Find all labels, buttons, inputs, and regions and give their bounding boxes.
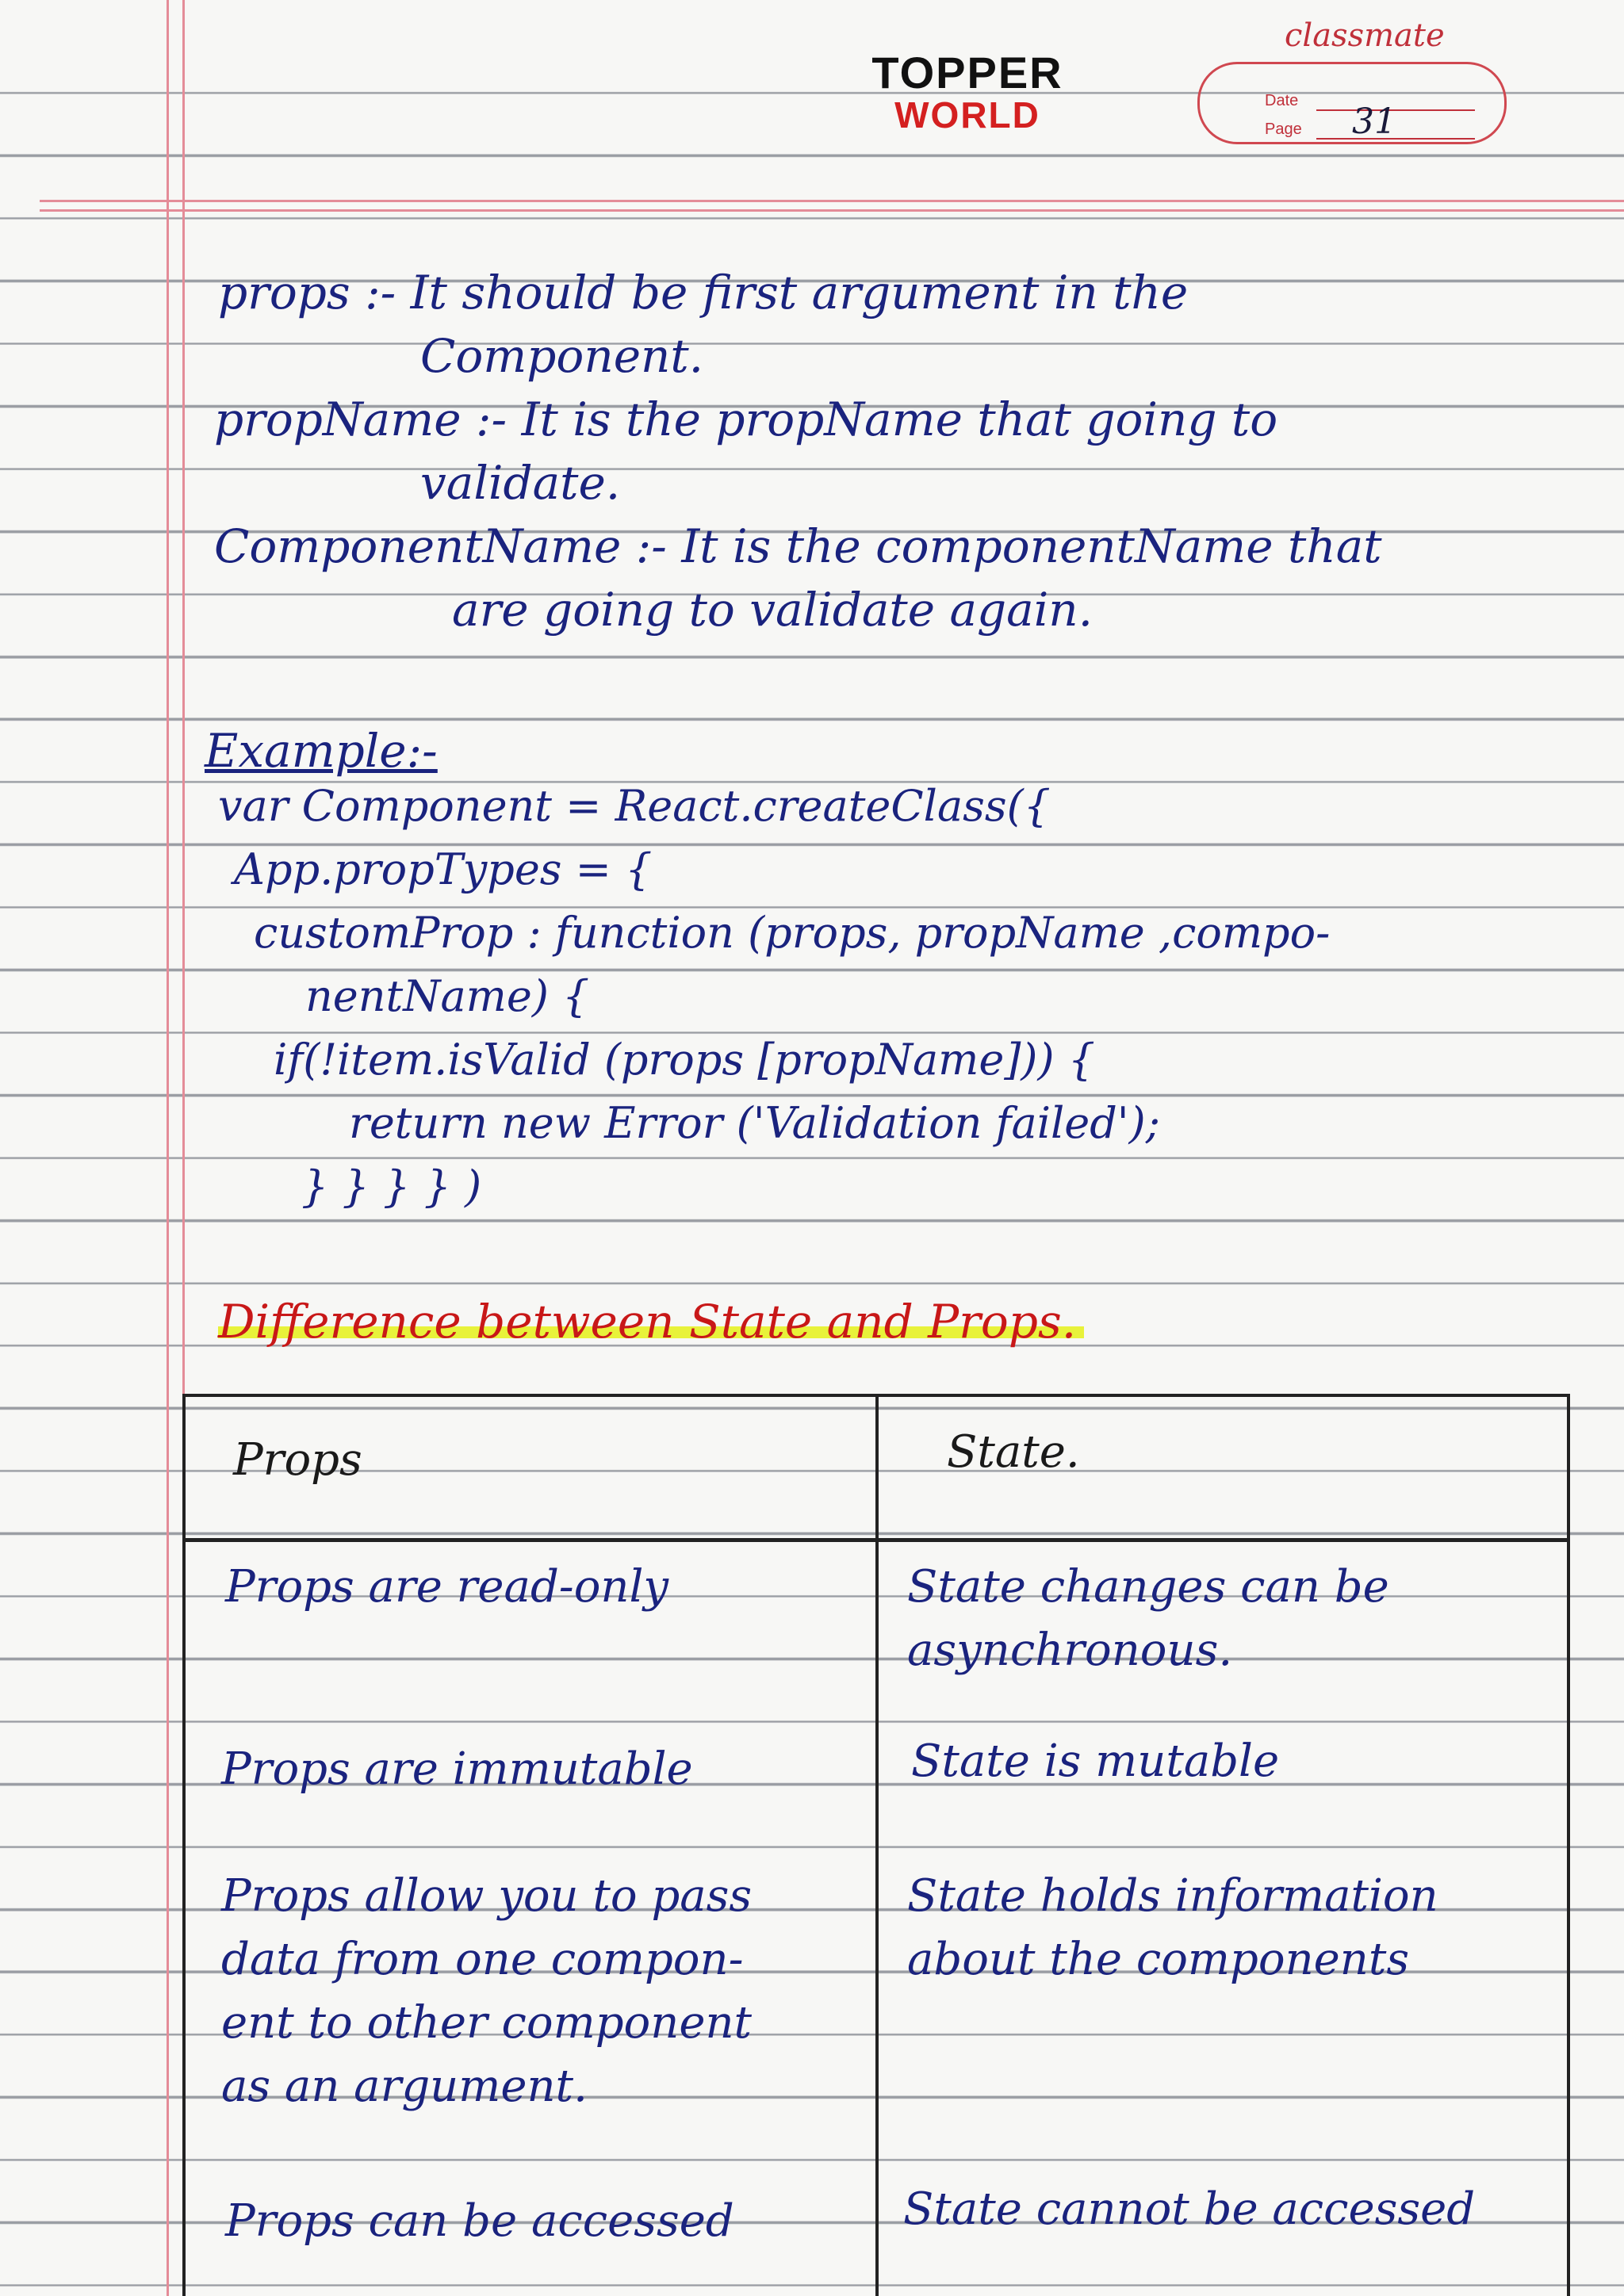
code-line: return new Error ('Validation failed'); <box>349 1098 1160 1148</box>
table-cell-props: Props are read-only <box>225 1561 669 1613</box>
table-cell-props: as an argument. <box>221 2061 588 2112</box>
page-label: Page <box>1265 121 1302 138</box>
code-line: customProp : function (props, propName ,compo- <box>254 908 1331 958</box>
difference-table <box>182 1394 1570 2296</box>
code-line: } } } } ) <box>301 1161 482 1211</box>
table-cell-state: State holds information <box>907 1870 1438 1922</box>
table-cell-state: about the components <box>907 1934 1410 1985</box>
page-number: 31 <box>1352 101 1396 142</box>
code-line: nentName) { <box>305 971 590 1021</box>
note-props-definition-cont: Component. <box>420 329 704 383</box>
table-column-divider <box>875 1397 879 2296</box>
table-cell-props: Props are immutable <box>221 1743 693 1795</box>
table-cell-props: Props allow you to pass <box>221 1870 753 1922</box>
table-header-state: State. <box>947 1426 1080 1478</box>
difference-heading: Difference between State and Props. <box>218 1299 1084 1345</box>
note-propname-definition-cont: validate. <box>420 456 621 510</box>
code-line: App.propTypes = { <box>234 844 653 894</box>
logo-line-1: TOPPER <box>871 48 1063 98</box>
top-margin-rule-2 <box>40 209 1624 212</box>
topperworld-logo <box>856 48 1078 136</box>
table-cell-props: Props can be accessed <box>225 2195 734 2247</box>
notebook-brand-area <box>1189 16 1522 151</box>
table-cell-state: State is mutable <box>911 1735 1280 1787</box>
top-margin-rule <box>40 200 1624 202</box>
date-label: Date <box>1265 92 1299 109</box>
table-header-rule <box>186 1538 1567 1542</box>
table-cell-props: ent to other component <box>221 1997 753 2049</box>
code-line: var Component = React.createClass({ <box>218 781 1051 831</box>
table-cell-props: data from one compon- <box>221 1934 744 1985</box>
note-componentname-definition: ComponentName :- It is the componentName that <box>214 519 1382 573</box>
table-header-props: Props <box>233 1434 362 1486</box>
table-cell-state: State changes can be <box>907 1561 1389 1613</box>
margin-line-left <box>167 0 169 2296</box>
notebook-brand-name: classmate <box>1285 17 1445 54</box>
note-props-definition: props :- It should be first argument in the <box>218 266 1189 320</box>
note-componentname-definition-cont: are going to validate again. <box>452 583 1094 637</box>
logo-line-2: WORLD <box>894 94 1040 136</box>
table-cell-state: State cannot be accessed <box>903 2183 1476 2235</box>
example-heading: Example:- <box>205 724 438 778</box>
code-line: if(!item.isValid (props [propName])) { <box>274 1035 1096 1085</box>
table-cell-state: asynchronous. <box>907 1624 1233 1676</box>
note-propname-definition: propName :- It is the propName that going to <box>214 392 1278 446</box>
